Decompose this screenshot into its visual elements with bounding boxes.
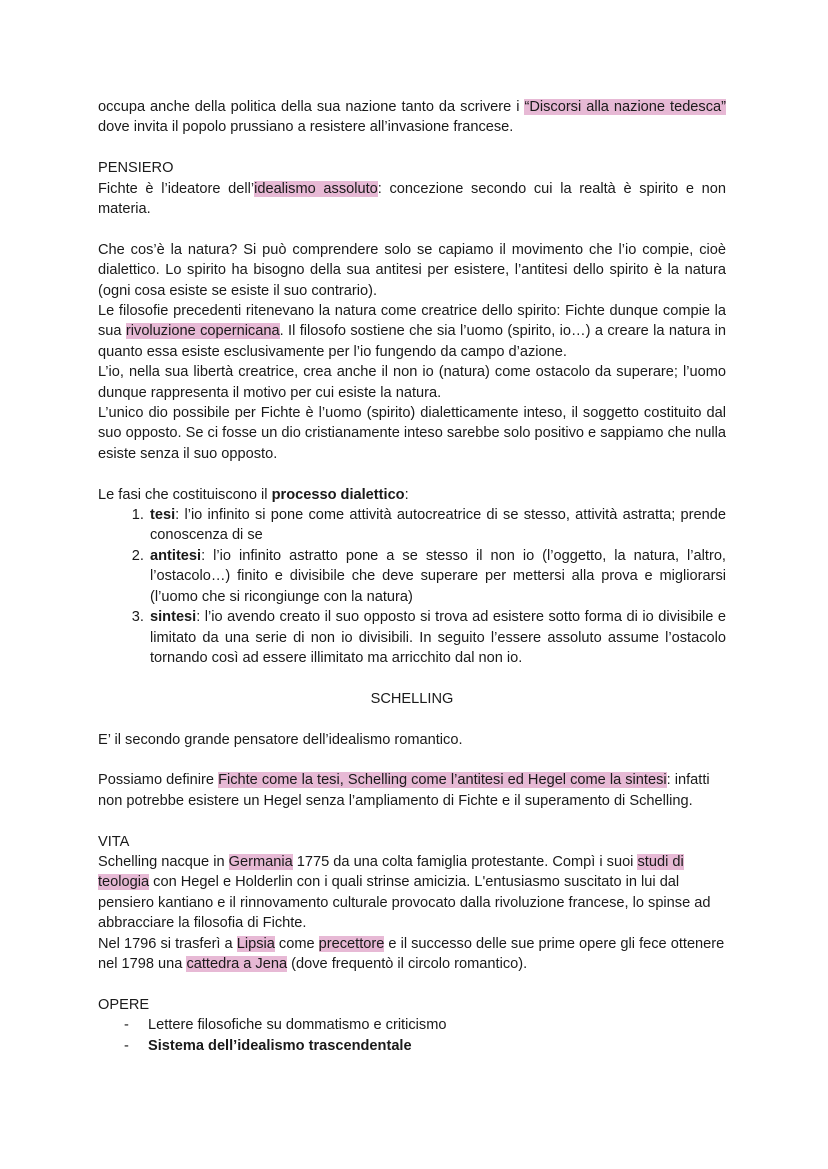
paragraph-lipsia: Nel 1796 si trasferì a Lipsia come precettore e il successo delle sue prime opere gli fece ottenere nel 1798 una cattedra a Jena (dove frequentò il circolo romantico).	[98, 935, 725, 972]
opere-list	[98, 1015, 726, 1056]
highlight: Germania	[228, 853, 293, 870]
list-item: 1. tesi: l’io infinito si pone come attività autocreatrice di se stesso, attività astratta; prende conoscenza di se	[148, 505, 726, 546]
paragraph-idealismo: Fichte è l’ideatore dell’idealismo assoluto: concezione secondo cui la realtà è spirito e non materia.	[98, 180, 726, 218]
highlight: precettore	[318, 935, 385, 952]
paragraph-fasi-intro: Le fasi che costituiscono il processo dialettico:	[98, 486, 409, 503]
highlight: idealismo assoluto	[254, 180, 378, 197]
paragraph-rivoluzione: Le filosofie precedenti ritenevano la natura come creatrice dello spirito: Fichte dunque compie la sua rivoluzione copernicana. Il filosofo sostiene che sia l’uomo (spirito, io…) a creare la natura in quanto essa esiste esclusivamente per l’io fungendo da campo d’azione.	[98, 303, 726, 360]
paragraph-schelling-intro: E’ il secondo grande pensatore dell’idealismo romantico.	[98, 731, 463, 748]
paragraph-dio: L’unico dio possibile per Fichte è l’uomo (spirito) dialetticamente inteso, il soggetto costituito dal suo opposto. Se ci fosse un dio cristianamente inteso sarebbe solo positivo e sappiamo che nulla esiste senza il suo opposto.	[98, 405, 726, 462]
section-heading-pensiero: PENSIERO	[98, 160, 174, 177]
list-item: - Lettere filosofiche su dommatismo e criticismo	[98, 1015, 726, 1035]
highlight: cattedra a Jena	[186, 955, 288, 972]
document-page	[98, 97, 726, 1056]
highlight: “Discorsi alla nazione tedesca”	[524, 99, 726, 115]
highlight: studi di teologia	[98, 853, 684, 891]
paragraph-io-creatrice: L’io, nella sua libertà creatrice, crea anche il non io (natura) come ostacolo da superare; l’uomo dunque rappresenta il motivo per cui esiste la natura.	[98, 364, 726, 401]
fasi-list	[98, 505, 726, 668]
section-heading-vita: VITA	[98, 833, 130, 850]
list-item: 3. sintesi: l’io avendo creato il suo opposto si trova ad esistere sotto forma di io divisibile e limitato da una serie di non io divisibili. In seguito l’essere assoluto assume l’ostacolo tornando così ad essere illimitato ma arricchito dal non io.	[148, 607, 726, 668]
paragraph-discorsi: occupa anche della politica della sua nazione tanto da scrivere i “Discorsi alla nazione tedesca” dove invita il popolo prussiano a resistere all’invasione francese.	[98, 99, 726, 136]
list-item: - Sistema dell’idealismo trascendentale	[98, 1036, 726, 1056]
highlight: Lipsia	[236, 935, 275, 952]
highlight: Fichte come la tesi, Schelling come l’antitesi ed Hegel come la sintesi	[218, 772, 667, 789]
paragraph-natura: Che cos’è la natura? Si può comprendere solo se capiamo il movimento che l’io compie, cioè dialettico. Lo spirito ha bisogno della sua antitesi per esistere, l’antitesi dello spirito è la natura (ogni cosa esiste se esiste il suo contrario).	[98, 241, 726, 299]
section-heading-opere: OPERE	[98, 996, 150, 1013]
list-item: 2. antitesi: l’io infinito astratto pone a se stesso il non io (l’oggetto, la natura, l’altro, l’ostacolo…) finito e divisibile che deve superare per mettersi alla prova e migliorarsi (l’uomo che si ricongiunge con la natura)	[148, 546, 726, 607]
paragraph-vita: Schelling nacque in Germania 1775 da una colta famiglia protestante. Compì i suoi studi di teologia con Hegel e Holderlin con i quali strinse amicizia. L'entusiasmo suscitato in lui dal pensiero kantiano e il rinnovamento culturale provocato dalla rivoluzione francese, lo spinse ad abbracciare la filosofia di Fichte.	[98, 853, 711, 932]
section-title-schelling: SCHELLING	[370, 690, 454, 707]
highlight: rivoluzione copernicana	[125, 323, 280, 340]
paragraph-definizione: Possiamo definire Fichte come la tesi, Schelling come l’antitesi ed Hegel come la sintesi: infatti non potrebbe esistere un Hegel senza l’ampliamento di Fichte e il superamento di Schelling.	[98, 772, 710, 809]
